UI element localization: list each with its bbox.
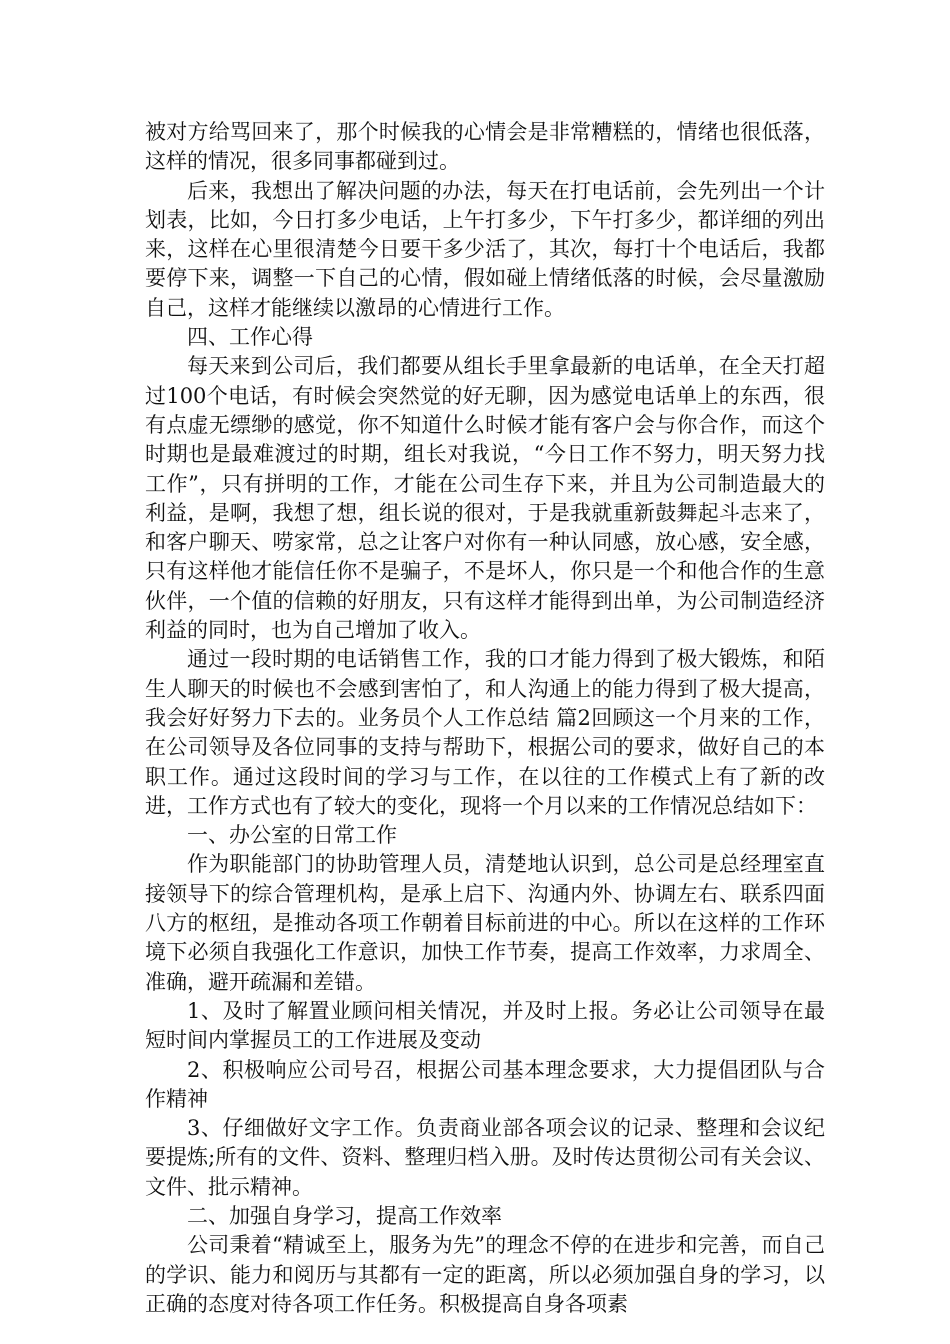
paragraph: 每天来到公司后，我们都要从组长手里拿最新的电话单，在全天打超过100个电话，有时候会突然觉的好无聊，因为感觉电话单上的东西，很有点虚无缥缈的感觉，你不知道什么时候才能有客户会与你合作，而这个时期也是最难渡过的时期，组长对我说，“今日工作不努力，明天努力找工作”，只有拼明的工作，才能在公司生存下来，并且为公司制造最大的利益，是啊，我想了想，组长说的很对，于是我就重新鼓舞起斗志来了，和客户聊天、唠家常，总之让客户对你有一种认同感，放心感，安全感，只有这样他才能信任你不是骗子，不是坏人，你只是一个和他合作的生意伙伴，一个值的信赖的好朋友，只有这样才能得到出单，为公司制造经济利益的同时，也为自己增加了收入。 bbox=[145, 354, 825, 643]
section-heading: 一、办公室的日常工作 bbox=[187, 823, 397, 848]
paragraph: 被对方给骂回来了，那个时候我的心情会是非常糟糕的，情绪也很低落，这样的情况，很多同事都碰到过。 bbox=[145, 120, 825, 174]
paragraph: 后来，我想出了解决问题的办法，每天在打电话前，会先列出一个计划表，比如，今日打多少电话，上午打多少，下午打多少，都详细的列出来，这样在心里很清楚今日要干多少活了，其次，每打十个电话后，我都要停下来，调整一下自己的心情，假如碰上情绪低落的时候，会尽量激励自己，这样才能继续以激昂的心情进行工作。 bbox=[145, 178, 825, 320]
paragraph: 作为职能部门的协助管理人员，清楚地认识到，总公司是总经理室直接领导下的综合管理机构，是承上启下、沟通内外、协调左右、联系四面八方的枢纽，是推动各项工作朝着目标前进的中心。所以在这样的工作环境下必须自我强化工作意识，加快工作节奏，提高工作效率，力求周全、准确，避开疏漏和差错。 bbox=[145, 852, 825, 994]
section-heading: 四、工作心得 bbox=[187, 325, 313, 350]
list-item: 1、及时了解置业顾问相关情况，并及时上报。务必让公司领导在最短时间内掌握员工的工作进展及变动 bbox=[145, 998, 825, 1053]
paragraph: 公司秉着“精诚至上，服务为先”的理念不停的在进步和完善，而自己的学识、能力和阅历与其都有一定的距离，所以必须加强自身的学习，以正确的态度对待各项工作任务。积极提高自身各项素 bbox=[145, 1233, 825, 1316]
list-item: 3、仔细做好文字工作。负责商业部各项会议的记录、整理和会议纪要提炼;所有的文件、资料、整理归档入册。及时传达贯彻公司有关会议、文件、批示精神。 bbox=[145, 1116, 825, 1199]
list-item: 2、积极响应公司号召，根据公司基本理念要求，大力提倡团队与合作精神 bbox=[145, 1057, 825, 1111]
paragraph: 通过一段时期的电话销售工作，我的口才能力得到了极大锻炼，和陌生人聊天的时候也不会感到害怕了，和人沟通上的能力得到了极大提高，我会好好努力下去的。业务员个人工作总结 篇2回顾这一个月来的工作，在公司领导及各位同事的支持与帮助下，根据公司的要求，做好自己的本职工作。通过这段时间的学习与工作，在以往的工作模式上有了新的改进，工作方式也有了较大的变化，现将一个月以来的工作情况总结如下： bbox=[145, 647, 825, 818]
document-body bbox=[145, 118, 825, 1319]
section-heading: 二、加强自身学习，提高工作效率 bbox=[187, 1203, 502, 1228]
